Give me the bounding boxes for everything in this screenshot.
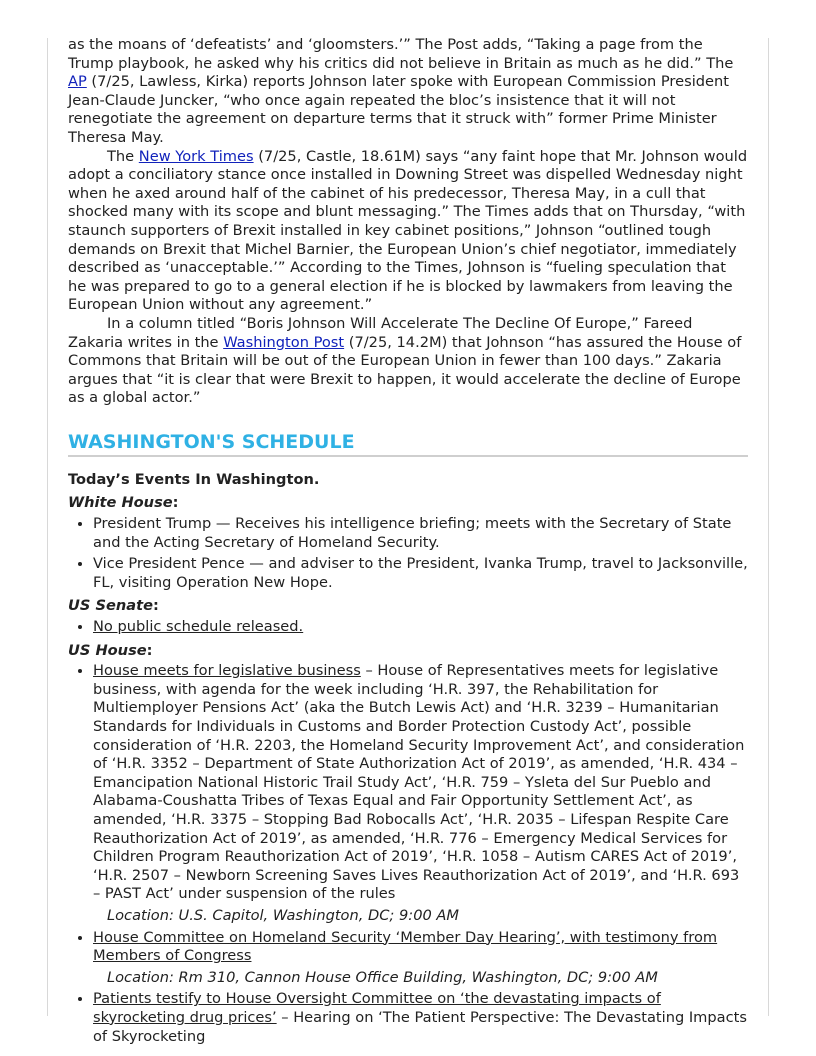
homeland-security-hearing-link[interactable]: House Committee on Homeland Security ‘Member Day Hearing’, with testimony from Members of Congress [93, 928, 718, 965]
white-house-label [68, 494, 748, 513]
nyt-link[interactable]: New York Times [138, 147, 254, 165]
senate-label [68, 597, 748, 616]
oversight-drug-prices-link[interactable]: Patients testify to House Oversight Committee on ‘the devastating impacts of skyrocketing drug prices’ [93, 990, 661, 1026]
left-border-line [47, 38, 48, 1016]
house-list [68, 662, 748, 1046]
intro-paragraph-1 [68, 36, 748, 148]
section-heading-washington-schedule: WASHINGTON'S SCHEDULE [68, 430, 748, 457]
intro-p3-text-a: In a column titled “Boris Johnson Will Accelerate The Decline Of Europe,” Fareed Zakaria writes in the [68, 314, 693, 351]
list-item: • President Trump — Receives his intelligence briefing; meets with the Secretary of State and the Acting Secretary of Homeland Security. [93, 515, 748, 552]
senate-label-text: US Senate [68, 597, 153, 615]
event-location: Location: U.S. Capitol, Washington, DC; 9:00 AM [107, 906, 459, 924]
intro-p2-text-a: The [107, 147, 139, 165]
house-colon: : [146, 641, 153, 659]
washington-post-link[interactable]: Washington Post [223, 333, 345, 351]
oversight-hearing-text: – Hearing on ‘The Patient Perspective: The Devastating Impacts of Skyrocketing [93, 1008, 747, 1045]
intro-p1-text-a: as the moans of ‘defeatists’ and ‘gloomsters.’” The Post adds, “Taking a page from the Trump playbook, he asked why his critics did not believe in Britain as much as he did.” The [68, 36, 734, 72]
list-item [93, 929, 748, 988]
white-house-colon: : [172, 494, 179, 512]
senate-schedule-link[interactable]: No public schedule released. [93, 618, 304, 636]
event-location: Location: Rm 310, Cannon House Office Building, Washington, DC; 9:00 AM [107, 968, 658, 986]
intro-p1-text-b: (7/25, Lawless, Kirka) reports Johnson later spoke with European Commission President Jean-Claude Juncker, “who once again repeated the bloc’s insistence that it will not renegotiate the agreement on departure terms that it struck with” former Prime Minister Theresa May. [68, 73, 729, 146]
senate-colon: : [152, 597, 159, 615]
list-item [93, 618, 748, 637]
senate-list [68, 618, 748, 637]
house-label-text: US House [68, 641, 147, 659]
ap-link[interactable]: AP [68, 73, 87, 91]
intro-p3-text-b: (7/25, 14.2M) that Johnson “has assured the House of Commons that Britain will be out of the European Union in fewer than 100 days.” Zakaria argues that “it is clear that were Brexit to happen, it would accelerate the decline of Europe as a global actor.” [68, 333, 742, 407]
house-label [68, 642, 748, 661]
intro-paragraph-3 [68, 315, 748, 408]
intro-p2-text-b: (7/25, Castle, 18.61M) says “any faint hope that Mr. Johnson would adopt a conciliatory stance once installed in Downing Street was dispelled Wednesday night when he axed around half of the cabinet of his predecessor, Theresa May, in a cull that shocked many with its scope and blunt messaging.” The Times adds that on Thursday, “with staunch supporters of Brexit installed in key cabinet positions,” Johnson “outlined tough demands on Brexit that Michel Barnier, the European Union’s chief negotiator, immediately described as ‘unacceptable.’” According to the Times, Johnson is “fueling speculation that he was prepared to go to a general election if he is blocked by lawmakers from leaving the European Union without any agreement.” [68, 147, 748, 314]
white-house-label-text: White House [68, 494, 173, 512]
white-house-list [68, 515, 748, 592]
right-border-line [768, 38, 769, 1016]
article-content [68, 36, 748, 1049]
events-title: Today’s Events In Washington. [68, 470, 320, 488]
list-item: • Vice President Pence — and adviser to the President, Ivanka Trump, travel to Jacksonville, FL, visiting Operation New Hope. [93, 555, 748, 592]
house-legislative-business-link[interactable]: House meets for legislative business [93, 662, 361, 680]
house-legislative-business-text: – House of Representatives meets for legislative business, with agenda for the week including ‘H.R. 397, the Rehabilitation for Multiemployer Pensions Act’ (aka the Butch Lewis Act) and ‘H.R. 3239 – Humanitarian Standards for Individuals in Customs and Border Protection Custody Act’, possible consideration of ‘H.R. 2203, the Homeland Security Improvement Act’, and consideration of ‘H.R. 3352 – Department of State Authorization Act of 2019’, as amended, ‘H.R. 434 – Emancipation National Historic Trail Study Act’, ‘H.R. 759 – Ysleta del Sur Pueblo and Alabama-Coushatta Tribes of Texas Equal and Fair Opportunity Settlement Act’, as amended, ‘H.R. 3375 – Stopping Bad Robocalls Act’, ‘H.R. 2035 – Lifespan Respite Care Reauthorization Act of 2019’, as amended, ‘H.R. 776 – Emergency Medical Services for Children Program Reauthorization Act of 2019’, ‘H.R. 1058 – Autism CARES Act of 2019’, ‘H.R. 2507 – Newborn Screening Saves Lives Reauthorization Act of 2019’, and ‘H.R. 693 – PAST Act’ under suspension of the rules [93, 662, 745, 903]
intro-paragraph-2 [68, 148, 748, 315]
list-item [93, 662, 748, 925]
list-item [93, 990, 748, 1046]
